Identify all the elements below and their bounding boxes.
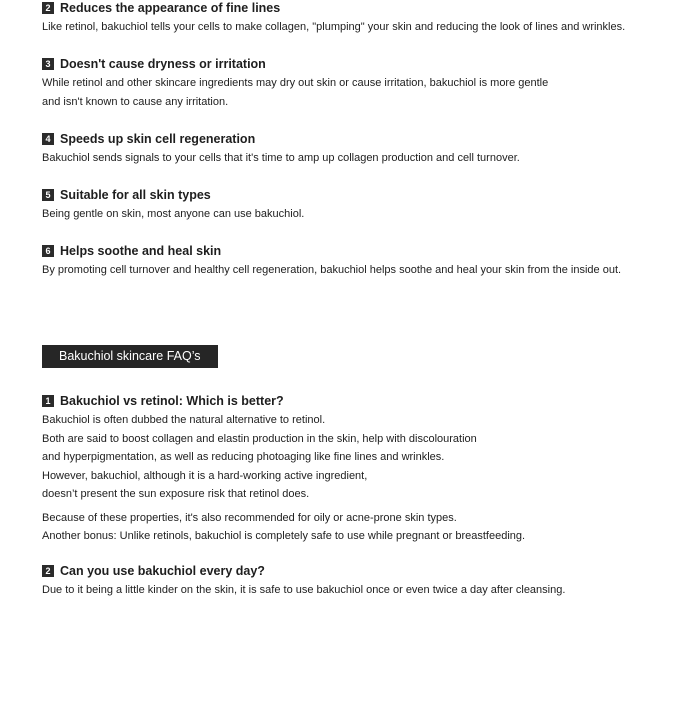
faq-item xyxy=(42,562,682,600)
benefit-item xyxy=(42,55,682,111)
number-badge: 5 xyxy=(42,189,54,201)
benefit-text: By promoting cell turnover and healthy cell regeneration, bakuchiol helps soothe and heal your skin from the inside out. xyxy=(42,264,622,276)
faq-question xyxy=(42,562,682,579)
benefit-item xyxy=(42,0,682,37)
faq-item xyxy=(42,392,682,546)
benefit-heading xyxy=(42,130,682,147)
benefit-heading xyxy=(42,186,682,203)
benefit-text: Bakuchiol sends signals to your cells that it's time to amp up collagen production and cell turnover. xyxy=(42,152,520,164)
faq-answer-line: Bakuchiol is often dubbed the natural alternative to retinol. xyxy=(42,414,326,426)
faq-answer-line: Both are said to boost collagen and elastin production in the skin, help with discolouration xyxy=(42,432,477,445)
faq-answer-line: doesn’t present the sun exposure risk that retinol does. xyxy=(42,488,310,500)
faq-answer-line: Because of these properties, it's also recommended for oily or acne-prone skin types. xyxy=(42,511,457,524)
benefit-title: Helps soothe and heal skin xyxy=(60,243,222,258)
benefit-text: Being gentle on skin, most anyone can use bakuchiol. xyxy=(42,208,305,220)
benefit-title: Reduces the appearance of fine lines xyxy=(60,0,281,15)
benefit-title: Suitable for all skin types xyxy=(60,187,211,202)
faq-answer-line: and hyperpigmentation, as well as reducing photoaging like fine lines and wrinkles. xyxy=(42,451,445,463)
benefit-heading xyxy=(42,242,682,259)
faq-question-text: Bakuchiol vs retinol: Which is better? xyxy=(60,393,284,408)
number-badge: 1 xyxy=(42,395,54,407)
number-badge: 3 xyxy=(42,58,54,70)
benefit-text: Like retinol, bakuchiol tells your cells to make collagen, "plumping" your skin and reducing the look of lines and wrinkles. xyxy=(42,21,626,33)
number-badge: 2 xyxy=(42,2,54,14)
faq-answer xyxy=(42,581,682,600)
benefit-text: While retinol and other skincare ingredients may dry out skin or cause irritation, bakuchiol is more gentle xyxy=(42,77,549,89)
benefit-title: Doesn't cause dryness or irritation xyxy=(60,56,266,71)
benefit-item xyxy=(42,242,682,280)
number-badge: 2 xyxy=(42,565,54,577)
benefit-body xyxy=(42,205,682,224)
benefit-item xyxy=(42,186,682,224)
benefit-heading xyxy=(42,0,682,16)
benefit-body xyxy=(42,261,682,280)
benefit-body xyxy=(42,18,682,37)
faq-answer-line: Due to it being a little kinder on the skin, it is safe to use bakuchiol once or even twice a day after cleansing. xyxy=(42,584,566,596)
benefit-body xyxy=(42,149,682,168)
benefit-heading xyxy=(42,55,682,72)
benefit-item xyxy=(42,130,682,168)
number-badge: 6 xyxy=(42,245,54,257)
faq-answer xyxy=(42,411,682,546)
benefit-body xyxy=(42,74,682,111)
benefit-text: and isn't known to cause any irritation. xyxy=(42,95,229,108)
faq-question xyxy=(42,392,682,409)
benefit-title: Speeds up skin cell regeneration xyxy=(60,131,256,146)
faq-answer-line: Another bonus: Unlike retinols, bakuchiol is completely safe to use while pregnant or breastfeeding. xyxy=(42,530,526,542)
faq-section-title: Bakuchiol skincare FAQ’s xyxy=(42,345,218,368)
number-badge: 4 xyxy=(42,133,54,145)
faq-answer-line: However, bakuchiol, although it is a hard-working active ingredient, xyxy=(42,469,368,482)
faq-question-text: Can you use bakuchiol every day? xyxy=(60,563,265,578)
